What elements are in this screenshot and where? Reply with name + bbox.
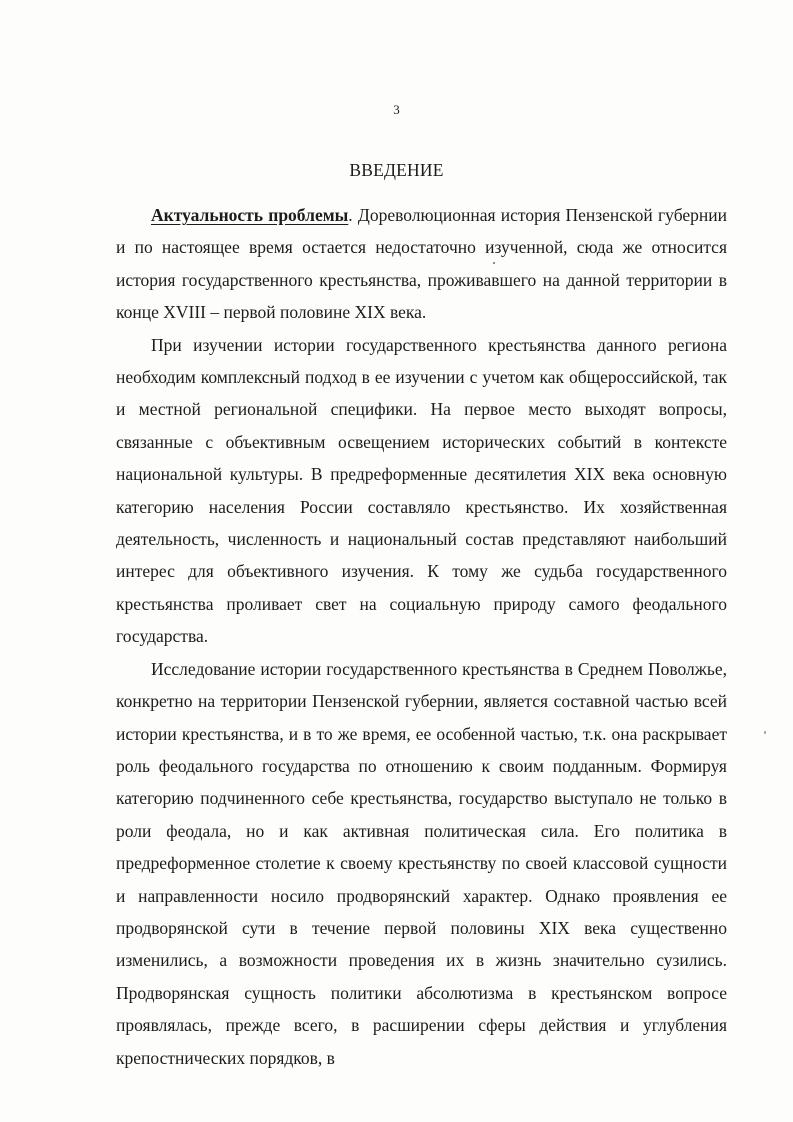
paragraph-1-text: Дореволюционная история Пензенской губернии и по настоящее время остается недостаточно изученной, сюда же относится история государственного крестьянства, проживавшего на данной территории в конце XVIII – первой половине XIX века. (116, 205, 727, 323)
lead-phrase: Актуальность проблемы (151, 205, 349, 225)
paragraph-3: Исследование истории государственного крестьянства в Среднем Поволжье, конкретно на территории Пензенской губернии, является составной частью всей истории крестьянства, и в то же время, ее особенной частью, т.к. она раскрывает роль феодального государства по отношению к своим подданным. Формируя категорию подчиненного себе крестьянства, государство выступало не только в роли феодала, но и как активная политическая сила. Его политика в предреформенное столетие к своему крестьянству по своей классовой сущности и направленности носило продворянский характер. Однако проявления ее продворянской сути в течение первой половины XIX века существенно изменились, а возможности проведения их в жизнь значительно сузились. Продворянская сущность политики абсолютизма в крестьянском вопросе проявлялась, прежде всего, в расширении сферы действия и углубления крепостнических порядков, в (116, 658, 727, 1068)
scan-speck (493, 262, 495, 264)
lead-phrase-suffix: . (348, 205, 353, 225)
page-number: 3 (393, 102, 400, 117)
body-text (116, 199, 727, 1074)
paragraph-2: При изучении истории государственного крестьянства данного региона необходим комплексный подход в ее изучении с учетом как общероссийской, так и местной региональной специфики. На первое место выходят вопросы, связанные с объективным освещением исторических событий в контексте национальной культуры. В предреформенные десятилетия XIX века основную категорию населения России составляло крестьянство. Их хозяйственная деятельность, численность и национальный состав представляют наибольший интерес для объективного изучения. К тому же судьба государственного крестьянства проливает свет на социальную природу самого феодального государства. (116, 334, 727, 647)
paragraph-1 (116, 199, 727, 329)
scan-speck (764, 731, 766, 734)
section-heading: ВВЕДЕНИЕ (349, 160, 444, 180)
